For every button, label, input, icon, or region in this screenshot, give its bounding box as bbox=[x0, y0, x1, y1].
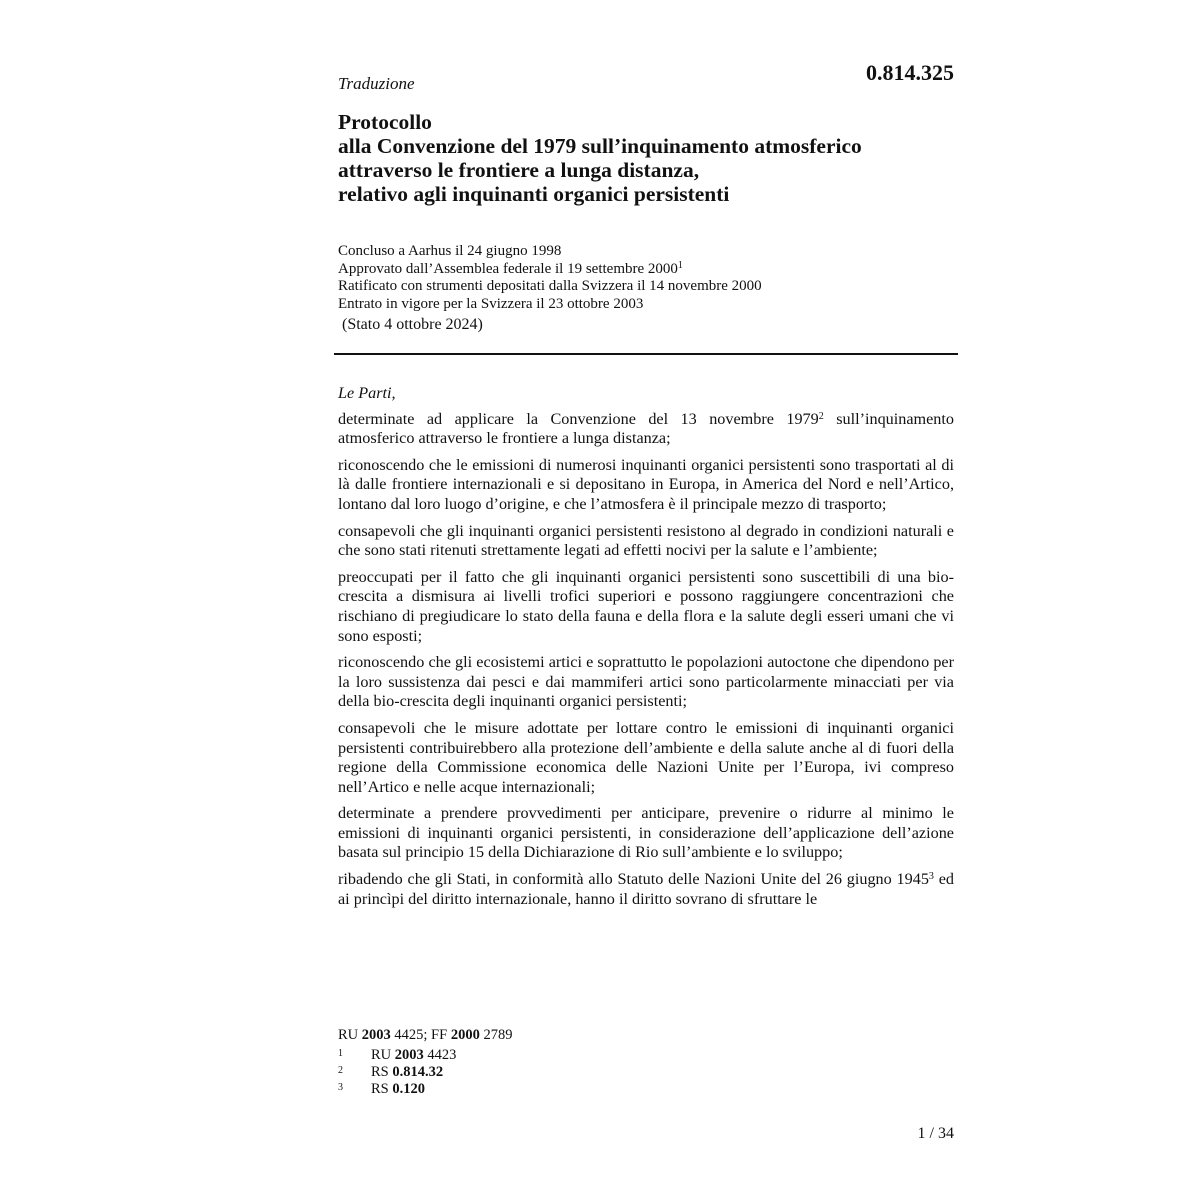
preamble-intro: Le Parti, bbox=[338, 384, 396, 402]
status-date: (Stato 4 ottobre 2024) bbox=[342, 316, 483, 333]
footnote bbox=[338, 1047, 456, 1064]
preamble-paragraph bbox=[338, 410, 954, 449]
preamble-paragraph: consapevoli che le misure adottate per lottare contro le emissioni di inquinanti organici persistenti contribuirebbero alla protezione dell’ambiente e della salute anche al di fuori della regione della Commissione economica delle Nazioni Unite per l’Europa, ivi compreso nell’Artico e nelle acque internazionali; bbox=[338, 718, 954, 796]
document-meta bbox=[338, 243, 762, 313]
footnote bbox=[338, 1081, 456, 1098]
ff-page: 2789 bbox=[479, 1027, 513, 1043]
preamble bbox=[338, 384, 954, 916]
separator-rule bbox=[334, 353, 958, 355]
title-line: relativo agli inquinanti organici persistenti bbox=[338, 182, 730, 206]
footnote-ref-bold: 2003 bbox=[394, 1047, 424, 1063]
ff-year: 2000 bbox=[450, 1027, 480, 1043]
footnote-number: 2 bbox=[338, 1065, 343, 1076]
title-line: alla Convenzione del 1979 sull’inquinamento atmosferico bbox=[338, 134, 862, 158]
footnote-prefix: RS bbox=[371, 1064, 393, 1080]
ru-year: 2003 bbox=[361, 1027, 391, 1043]
preamble-paragraph: determinate a prendere provvedimenti per anticipare, prevenire o ridurre al minimo le emissioni di inquinanti organici persistenti, in considerazione dell’applicazione dell’azione basata sul principio 15 della Dichiarazione di Rio sull’ambiente e lo sviluppo; bbox=[338, 804, 954, 862]
official-compilation-ref bbox=[338, 1027, 512, 1044]
footnotes bbox=[338, 1047, 456, 1098]
meta-approved-text: Approvato dall’Assemblea federale il 19 settembre 2000 bbox=[338, 260, 678, 277]
footnote-ref[interactable]: 3 bbox=[928, 871, 934, 883]
paragraph-text: determinate ad applicare la Convenzione del 13 novembre 1979 bbox=[338, 409, 819, 428]
ru-prefix: RU bbox=[338, 1027, 362, 1043]
footnote-prefix: RS bbox=[371, 1081, 393, 1097]
preamble-paragraph: riconoscendo che le emissioni di numerosi inquinanti organici persistenti sono trasportati al di là dalle frontiere internazionali e si depositano in Europa, in America del Nord e nell’Artico, lontano dal loro luogo d’origine, e che l’atmosfera è il principale mezzo di trasporto; bbox=[338, 455, 954, 513]
meta-in-force: Entrato in vigore per la Svizzera il 23 ottobre 2003 bbox=[338, 295, 644, 312]
footnote-ref[interactable]: 2 bbox=[818, 410, 824, 422]
title-line: attraverso le frontiere a lunga distanza, bbox=[338, 158, 700, 182]
meta-ratified: Ratificato con strumenti depositati dalla Svizzera il 14 novembre 2000 bbox=[338, 278, 762, 294]
footnote-prefix: RU bbox=[371, 1047, 395, 1063]
document-title bbox=[338, 110, 958, 206]
footnote-number: 3 bbox=[338, 1082, 343, 1093]
paragraph-text: sull’inquinamento atmosferico attraverso le frontiere a lunga distanza; bbox=[338, 409, 954, 448]
preamble-paragraph: consapevoli che gli inquinanti organici persistenti resistono al degrado in condizioni naturali e che sono stati ritenuti strettamente legati ad effetti nocivi per la salute e l’ambiente; bbox=[338, 521, 954, 560]
translation-label: Traduzione bbox=[338, 74, 415, 93]
footnote-suffix: 4423 bbox=[423, 1047, 457, 1063]
paragraph-text: ed ai princìpi del diritto internazionale, hanno il diritto sovrano di sfruttare le bbox=[338, 870, 954, 908]
preamble-paragraph: preoccupati per il fatto che gli inquinanti organici persistenti sono suscettibili di una bio-crescita a dismisura ai livelli trofici superiori e possono raggiungere concentrazioni che rischiano di pregiudicare lo stato della fauna e della flora e la salute degli esseri umani che vi sono esposti; bbox=[338, 567, 954, 645]
paragraph-text: ribadendo che gli Stati, in conformità allo Statuto delle Nazioni Unite del 26 giugno 1945 bbox=[338, 870, 929, 889]
title-line: Protocollo bbox=[338, 110, 432, 134]
document-number: 0.814.325 bbox=[866, 60, 954, 85]
ru-mid: 4425; FF bbox=[390, 1027, 451, 1043]
footnote-number: 1 bbox=[338, 1048, 343, 1059]
meta-approved bbox=[338, 261, 762, 279]
footnote bbox=[338, 1064, 456, 1081]
page-number: 1 / 34 bbox=[917, 1125, 954, 1142]
preamble-paragraph: riconoscendo che gli ecosistemi artici e soprattutto le popolazioni autoctone che dipendono per la loro sussistenza dai pesci e dai mammiferi artici sono particolarmente minacciati per via della bio-crescita degli inquinanti organici persistenti; bbox=[338, 653, 954, 711]
preamble-paragraph bbox=[338, 870, 954, 909]
footnote-ref[interactable]: 1 bbox=[677, 259, 683, 271]
meta-concluded: Concluso a Aarhus il 24 giugno 1998 bbox=[338, 243, 562, 259]
footnote-ref-bold: 0.120 bbox=[392, 1081, 425, 1097]
footnote-ref-bold: 0.814.32 bbox=[392, 1064, 444, 1080]
